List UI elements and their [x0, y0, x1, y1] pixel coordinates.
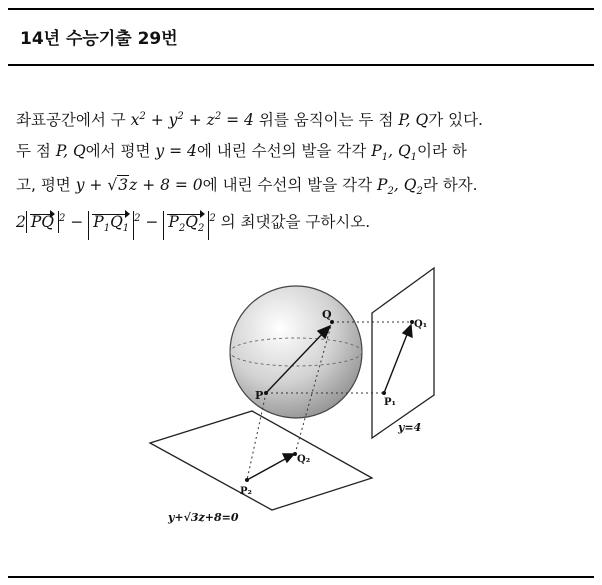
label-q1: Q₁: [414, 319, 428, 330]
label-plane-bottom: y+√3z+8=0: [168, 511, 239, 524]
sphere: [230, 286, 362, 418]
label-plane-y4: y=4: [398, 421, 422, 434]
label-p1: P₁: [384, 397, 396, 408]
text-segment: 에 내린 수선의 발을 각각: [196, 142, 372, 160]
points-pq: P, Q: [398, 111, 429, 130]
label-p: P: [255, 389, 264, 402]
text-segment: 에서 평면: [85, 142, 156, 160]
label-p2: P₂: [240, 486, 252, 497]
target-expression: 2 PQ $^2 - P_1Q_1^2 - P_2Q_2^2$: [16, 213, 216, 231]
text-segment: 고, 평면: [16, 176, 76, 194]
feet-p2-q2: $P_2$, $Q_2$: [377, 176, 423, 198]
plane-y4: [372, 268, 434, 438]
plane2-equation: y + √3z + 8 = 0: [75, 176, 203, 194]
text-segment: 가 있다.: [428, 111, 483, 130]
bottom-rule: [8, 576, 594, 578]
problem-header: 14년 수능기출 29번: [20, 29, 178, 49]
label-q2: Q₂: [297, 454, 311, 465]
text-segment: 라 하자.: [422, 176, 478, 194]
label-q: Q: [322, 308, 332, 321]
points-pq: P, Q: [55, 142, 86, 160]
plane-equation: y = 4: [155, 142, 197, 160]
text-segment: 의 최댓값을 구하시오.: [215, 213, 371, 232]
plane-bottom: [150, 411, 372, 510]
feet-p1-q1: $P_1$, $Q_1$: [371, 142, 418, 164]
text-segment: 두 점: [16, 142, 56, 160]
text-segment: 이라 하: [417, 142, 467, 160]
text-segment: 좌표공간에서 구: [16, 111, 131, 130]
text-segment: 위를 움직이는 두 점: [253, 111, 399, 130]
text-segment: 에 내린 수선의 발을 각각: [202, 176, 378, 194]
sphere-equation: $x^2 + y^2 + z^2 = 4$: [130, 111, 254, 130]
